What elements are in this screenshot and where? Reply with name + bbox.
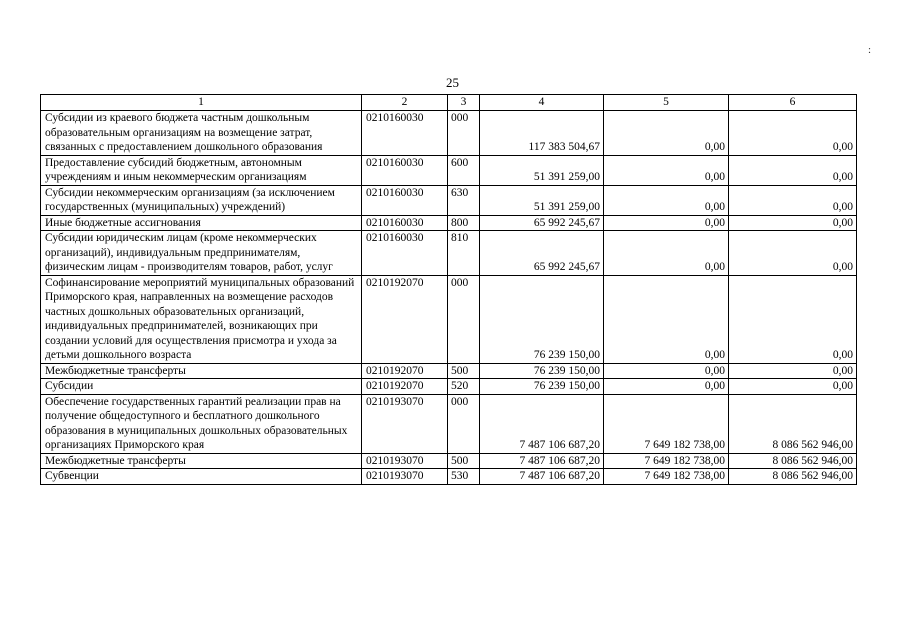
row-description: Субсидии из краевого бюджета частным дошкольным образовательным организациям на возмещение затрат, связанных с предоставлением дошкольного образования: [41, 111, 362, 156]
target-code: 0210160030: [362, 185, 448, 215]
expense-type: 500: [448, 453, 480, 469]
col-header: 6: [729, 95, 857, 111]
row-description: Межбюджетные трансферты: [41, 453, 362, 469]
target-code: 0210192070: [362, 275, 448, 363]
col-header: 1: [41, 95, 362, 111]
amount-col-4: 7 487 106 687,20: [480, 453, 604, 469]
expense-type: 810: [448, 231, 480, 276]
table-row: [41, 394, 857, 453]
target-code: 0210160030: [362, 155, 448, 185]
amount-col-6: 0,00: [729, 215, 857, 231]
amount-col-6: 0,00: [729, 363, 857, 379]
row-description: Субвенции: [41, 469, 362, 485]
table-row: [41, 215, 857, 231]
target-code: 0210160030: [362, 111, 448, 156]
expense-type: 000: [448, 275, 480, 363]
amount-col-6: 0,00: [729, 275, 857, 363]
col-header: 3: [448, 95, 480, 111]
expense-type: 630: [448, 185, 480, 215]
budget-table: [40, 94, 857, 485]
target-code: 0210193070: [362, 469, 448, 485]
table-row: [41, 231, 857, 276]
table-row: [41, 469, 857, 485]
row-description: Субсидии некоммерческим организациям (за исключением государственных (муниципальных) учреждений): [41, 185, 362, 215]
amount-col-4: 7 487 106 687,20: [480, 469, 604, 485]
amount-col-5: 0,00: [604, 155, 729, 185]
amount-col-6: 8 086 562 946,00: [729, 469, 857, 485]
table-row: [41, 363, 857, 379]
row-description: Субсидии юридическим лицам (кроме некоммерческих организаций), индивидуальным предпринимателям, физическим лицам - производителям товаров, работ, услуг: [41, 231, 362, 276]
amount-col-4: 76 239 150,00: [480, 275, 604, 363]
col-header: 2: [362, 95, 448, 111]
amount-col-6: 8 086 562 946,00: [729, 394, 857, 453]
row-description: Предоставление субсидий бюджетным, автономным учреждениям и иным некоммерческим организациям: [41, 155, 362, 185]
row-description: Межбюджетные трансферты: [41, 363, 362, 379]
amount-col-4: 65 992 245,67: [480, 215, 604, 231]
amount-col-6: 0,00: [729, 155, 857, 185]
target-code: 0210160030: [362, 231, 448, 276]
table-row: [41, 185, 857, 215]
expense-type: 000: [448, 394, 480, 453]
target-code: 0210192070: [362, 379, 448, 395]
row-description: Обеспечение государственных гарантий реализации прав на получение общедоступного и бесплатного дошкольного образования в муниципальных дошкольных образовательных организациях Приморского края: [41, 394, 362, 453]
amount-col-5: 0,00: [604, 379, 729, 395]
amount-col-4: 7 487 106 687,20: [480, 394, 604, 453]
amount-col-6: 0,00: [729, 231, 857, 276]
col-header: 4: [480, 95, 604, 111]
target-code: 0210193070: [362, 394, 448, 453]
amount-col-4: 51 391 259,00: [480, 155, 604, 185]
expense-type: 600: [448, 155, 480, 185]
amount-col-5: 0,00: [604, 231, 729, 276]
expense-type: 520: [448, 379, 480, 395]
amount-col-6: 0,00: [729, 111, 857, 156]
amount-col-4: 117 383 504,67: [480, 111, 604, 156]
amount-col-5: 0,00: [604, 363, 729, 379]
expense-type: 530: [448, 469, 480, 485]
row-description: Софинансирование мероприятий муниципальных образований Приморского края, направленных на возмещение расходов частных дошкольных образовательных организаций, индивидуальных предпринимателей, возникающих при создании условий для осуществления присмотра и ухода за детьми дошкольного возраста: [41, 275, 362, 363]
amount-col-5: 7 649 182 738,00: [604, 469, 729, 485]
col-header: 5: [604, 95, 729, 111]
row-description: Субсидии: [41, 379, 362, 395]
target-code: 0210193070: [362, 453, 448, 469]
amount-col-6: 0,00: [729, 185, 857, 215]
target-code: 0210192070: [362, 363, 448, 379]
amount-col-6: 8 086 562 946,00: [729, 453, 857, 469]
amount-col-5: 0,00: [604, 111, 729, 156]
expense-type: 000: [448, 111, 480, 156]
table-row: [41, 275, 857, 363]
amount-col-5: 0,00: [604, 275, 729, 363]
page-number: [0, 76, 905, 90]
table-row: [41, 111, 857, 156]
page-number-text: 25: [446, 75, 459, 90]
amount-col-5: 7 649 182 738,00: [604, 394, 729, 453]
stray-mark: :: [868, 44, 872, 56]
amount-col-5: 0,00: [604, 185, 729, 215]
expense-type: 500: [448, 363, 480, 379]
amount-col-4: 65 992 245,67: [480, 231, 604, 276]
amount-col-5: 0,00: [604, 215, 729, 231]
amount-col-6: 0,00: [729, 379, 857, 395]
table-row: [41, 453, 857, 469]
header-row: [41, 95, 857, 111]
row-description: Иные бюджетные ассигнования: [41, 215, 362, 231]
table-row: [41, 379, 857, 395]
amount-col-4: 76 239 150,00: [480, 363, 604, 379]
target-code: 0210160030: [362, 215, 448, 231]
amount-col-4: 51 391 259,00: [480, 185, 604, 215]
amount-col-5: 7 649 182 738,00: [604, 453, 729, 469]
expense-type: 800: [448, 215, 480, 231]
table-row: [41, 155, 857, 185]
amount-col-4: 76 239 150,00: [480, 379, 604, 395]
